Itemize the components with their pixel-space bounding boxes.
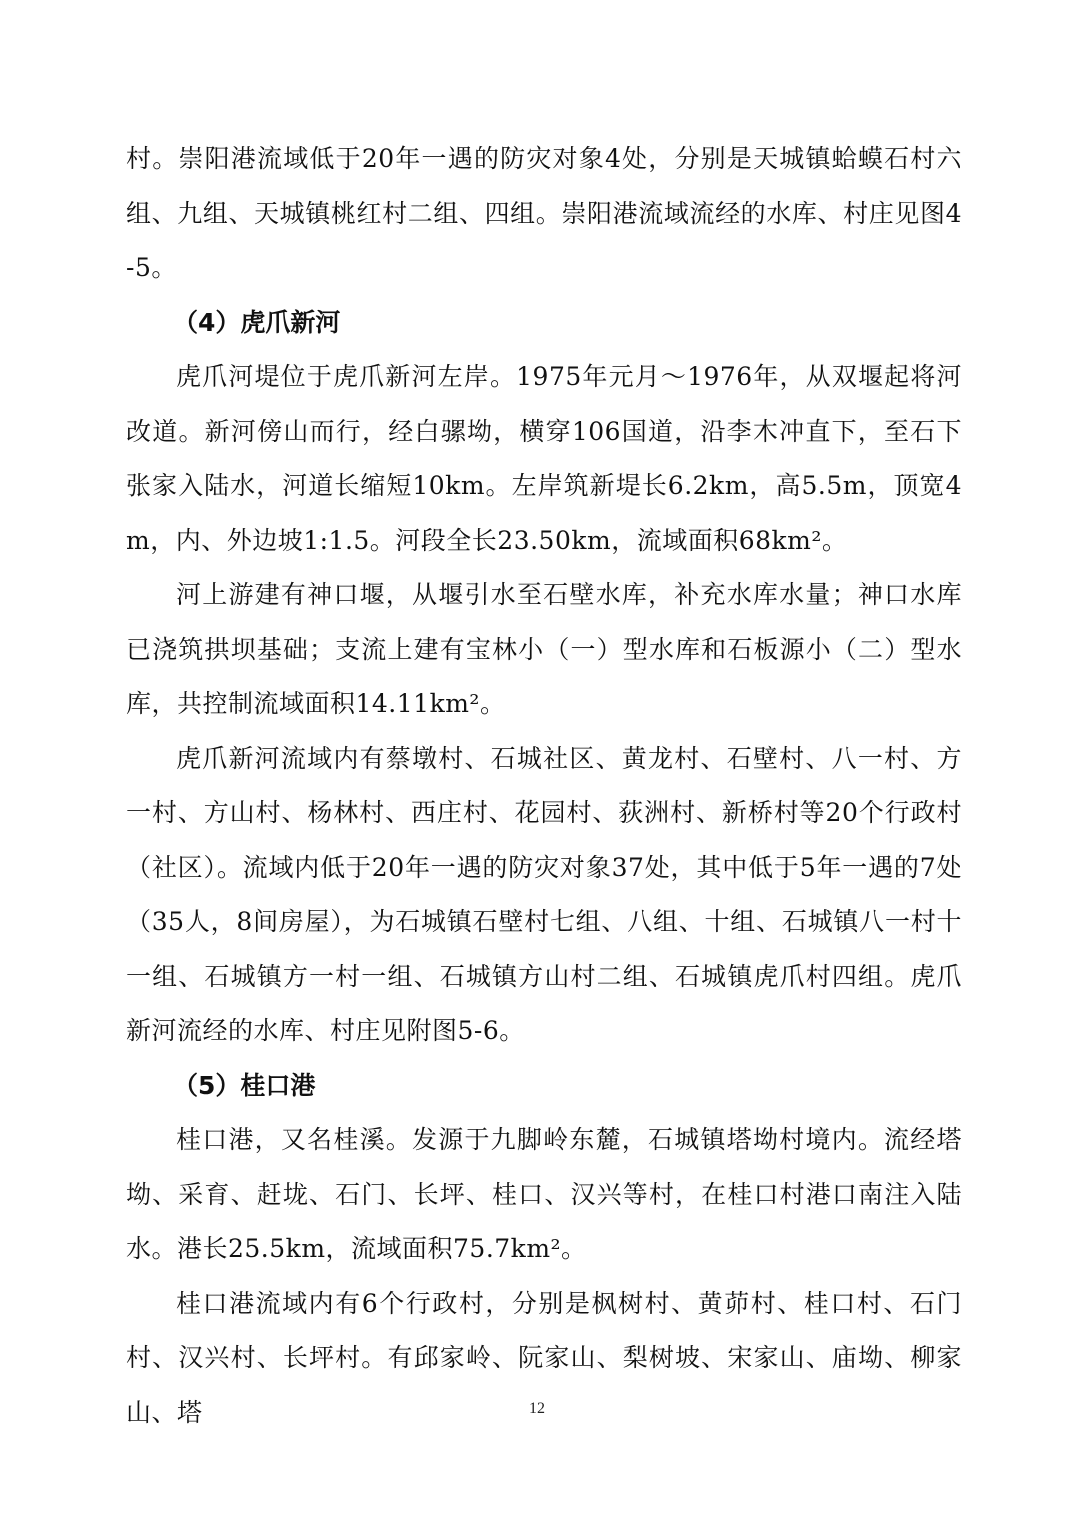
page-content	[126, 132, 962, 1440]
page-number: 12	[529, 1400, 545, 1417]
section-heading-guikou-harbor: （5）桂口港	[173, 1070, 316, 1100]
paragraph-huzhua-reservoirs: 河上游建有神口堰，从堰引水至石壁水库，补充水库水量；神口水库已浇筑拱坝基础；支流上建有宝林小（一）型水库和石板源小（二）型水库，共控制流域面积14.11km²。	[126, 580, 962, 718]
paragraph-guikou-villages: 桂口港流域内有6个行政村，分别是枫树村、黄茆村、桂口村、石门村、汉兴村、长坪村。有邱家岭、阮家山、梨树坡、宋家山、庙坳、柳家山、塔	[126, 1288, 962, 1427]
paragraph-chongyang-continuation: 村。崇阳港流域低于20年一遇的防灾对象4处，分别是天城镇蛤蟆石村六组、九组、天城镇桃红村二组、四组。崇阳港流域流经的水库、村庄见图4-5。	[126, 144, 962, 282]
paragraph-huzhua-villages: 虎爪新河流域内有蔡墩村、石城社区、黄龙村、石壁村、八一村、方一村、方山村、杨林村、西庄村、花园村、荻洲村、新桥村等20个行政村（社区）。流域内低于20年一遇的防灾对象37处，其中低于5年一遇的7处（35人，8间房屋），为石城镇石壁村七组、八组、十组、石城镇八一村十一组、石城镇方一村一组、石城镇方山村二组、石城镇虎爪村四组。虎爪新河流经的水库、村庄见附图5-6。	[126, 743, 962, 1045]
paragraph-guikou-description: 桂口港，又名桂溪。发源于九脚岭东麓，石城镇塔坳村境内。流经塔坳、采育、赶垅、石门、长坪、桂口、汉兴等村，在桂口村港口南注入陆水。港长25.5km，流域面积75.7km²。	[126, 1125, 962, 1263]
paragraph-huzhua-embankment: 虎爪河堤位于虎爪新河左岸。1975年元月～1976年，从双堰起将河改道。新河傍山而行，经白骡坳，横穿106国道，沿李木冲直下，至石下张家入陆水，河道长缩短10km。左岸筑新堤长6.2km，高5.5m，顶宽4m，内、外边坡1:1.5。河段全长23.50km，流域面积68km²。	[126, 362, 962, 555]
section-heading-huzhua-river: （4）虎爪新河	[173, 307, 341, 337]
